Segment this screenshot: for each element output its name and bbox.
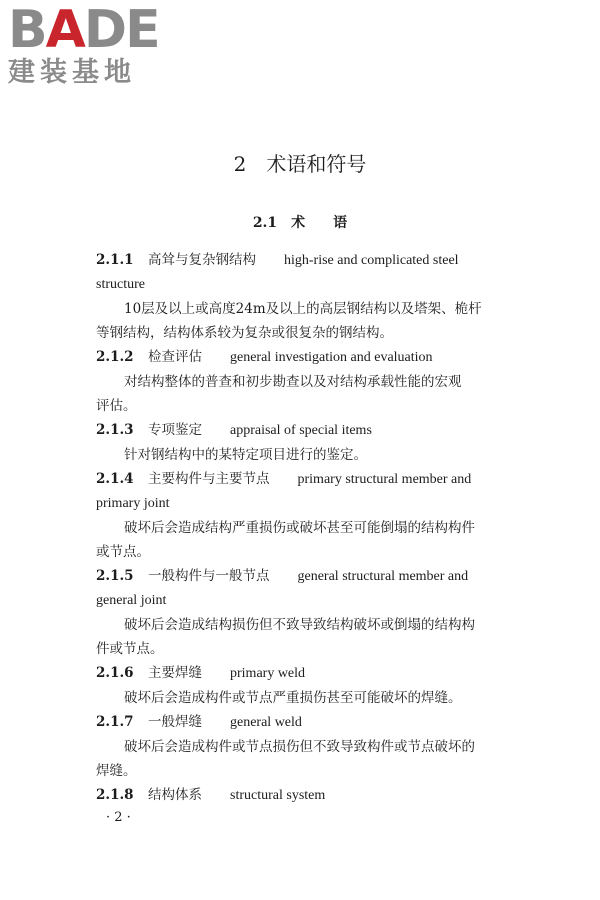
term-english: primary weld [230,666,306,681]
bade-logo [8,0,178,88]
term-definition-line: 焊缝。 [96,763,137,779]
term-english: appraisal of special items [230,423,372,438]
term-english: high-rise and complicated steel [284,253,459,268]
term-definition-line: 破坏后会造成构件或节点损伤但不致导致构件或节点破坏的 [124,739,475,755]
term-english: primary structural member and [297,472,472,487]
term-heading [96,248,522,273]
term-definition-line: 件或节点。 [96,641,164,657]
term-heading [96,661,522,686]
term-entry [96,248,522,345]
term-chinese: 主要焊缝 [148,665,202,681]
term-definition-line: 针对钢结构中的某特定项目进行的鉴定。 [124,447,367,463]
term-number: 2.1.8 [96,787,134,803]
term-entry [96,345,522,418]
term-definition-line: 或节点。 [96,544,150,560]
term-definition-line: 破坏后会造成结构损伤但不致导致结构破坏或倒塌的结构构 [124,617,475,633]
term-english: general investigation and evaluation [230,350,433,365]
term-english-continued: primary joint [96,496,170,511]
term-heading [96,467,522,492]
term-heading [96,418,522,443]
page-number: · 2 · [106,810,131,825]
term-heading [96,345,522,370]
term-chinese: 高耸与复杂钢结构 [148,252,256,268]
term-entry [96,467,522,564]
term-chinese: 专项鉴定 [148,422,202,438]
term-english: general weld [230,715,302,730]
term-chinese: 结构体系 [148,787,202,803]
term-number: 2.1.1 [96,252,134,268]
term-english-continued: general joint [96,593,167,608]
term-english-continued: structure [96,277,145,292]
term-english: structural system [230,788,326,803]
term-number: 2.1.7 [96,714,134,730]
term-list [96,248,522,808]
term-number: 2.1.4 [96,471,134,487]
term-entry [96,661,522,710]
term-entry [96,710,522,783]
term-definition-line: 破坏后会造成构件或节点严重损伤甚至可能破坏的焊缝。 [124,690,462,706]
term-number: 2.1.5 [96,568,134,584]
term-chinese: 检查评估 [148,349,202,365]
term-chinese: 主要构件与主要节点 [148,471,270,487]
term-english: general structural member and [297,569,469,584]
term-definition-line: 等钢结构，结构体系较为复杂或很复杂的钢结构。 [96,325,393,341]
term-heading [96,564,522,589]
term-definition-line: 10层及以上或高度24m及以上的高层钢结构以及塔架、桅杆 [124,301,482,317]
section-title: 2.1 术 语 [252,215,348,231]
term-definition-line: 对结构整体的普查和初步勘查以及对结构承载性能的宏观 [124,374,462,390]
term-entry [96,564,522,661]
term-number: 2.1.2 [96,349,134,365]
term-heading [96,783,522,808]
term-chinese: 一般焊缝 [148,714,202,730]
term-entry [96,783,522,808]
logo-mark: BADE [8,0,159,60]
logo-subtitle: 建装基地 [8,57,136,88]
term-chinese: 一般构件与一般节点 [148,568,270,584]
term-definition-line: 评估。 [96,398,137,414]
chapter-title: 2 术语和符号 [233,152,367,176]
term-definition-line: 破坏后会造成结构严重损伤或破坏甚至可能倒塌的结构构件 [124,520,475,536]
term-heading [96,710,522,735]
term-number: 2.1.6 [96,665,134,681]
term-entry [96,418,522,467]
term-number: 2.1.3 [96,422,134,438]
